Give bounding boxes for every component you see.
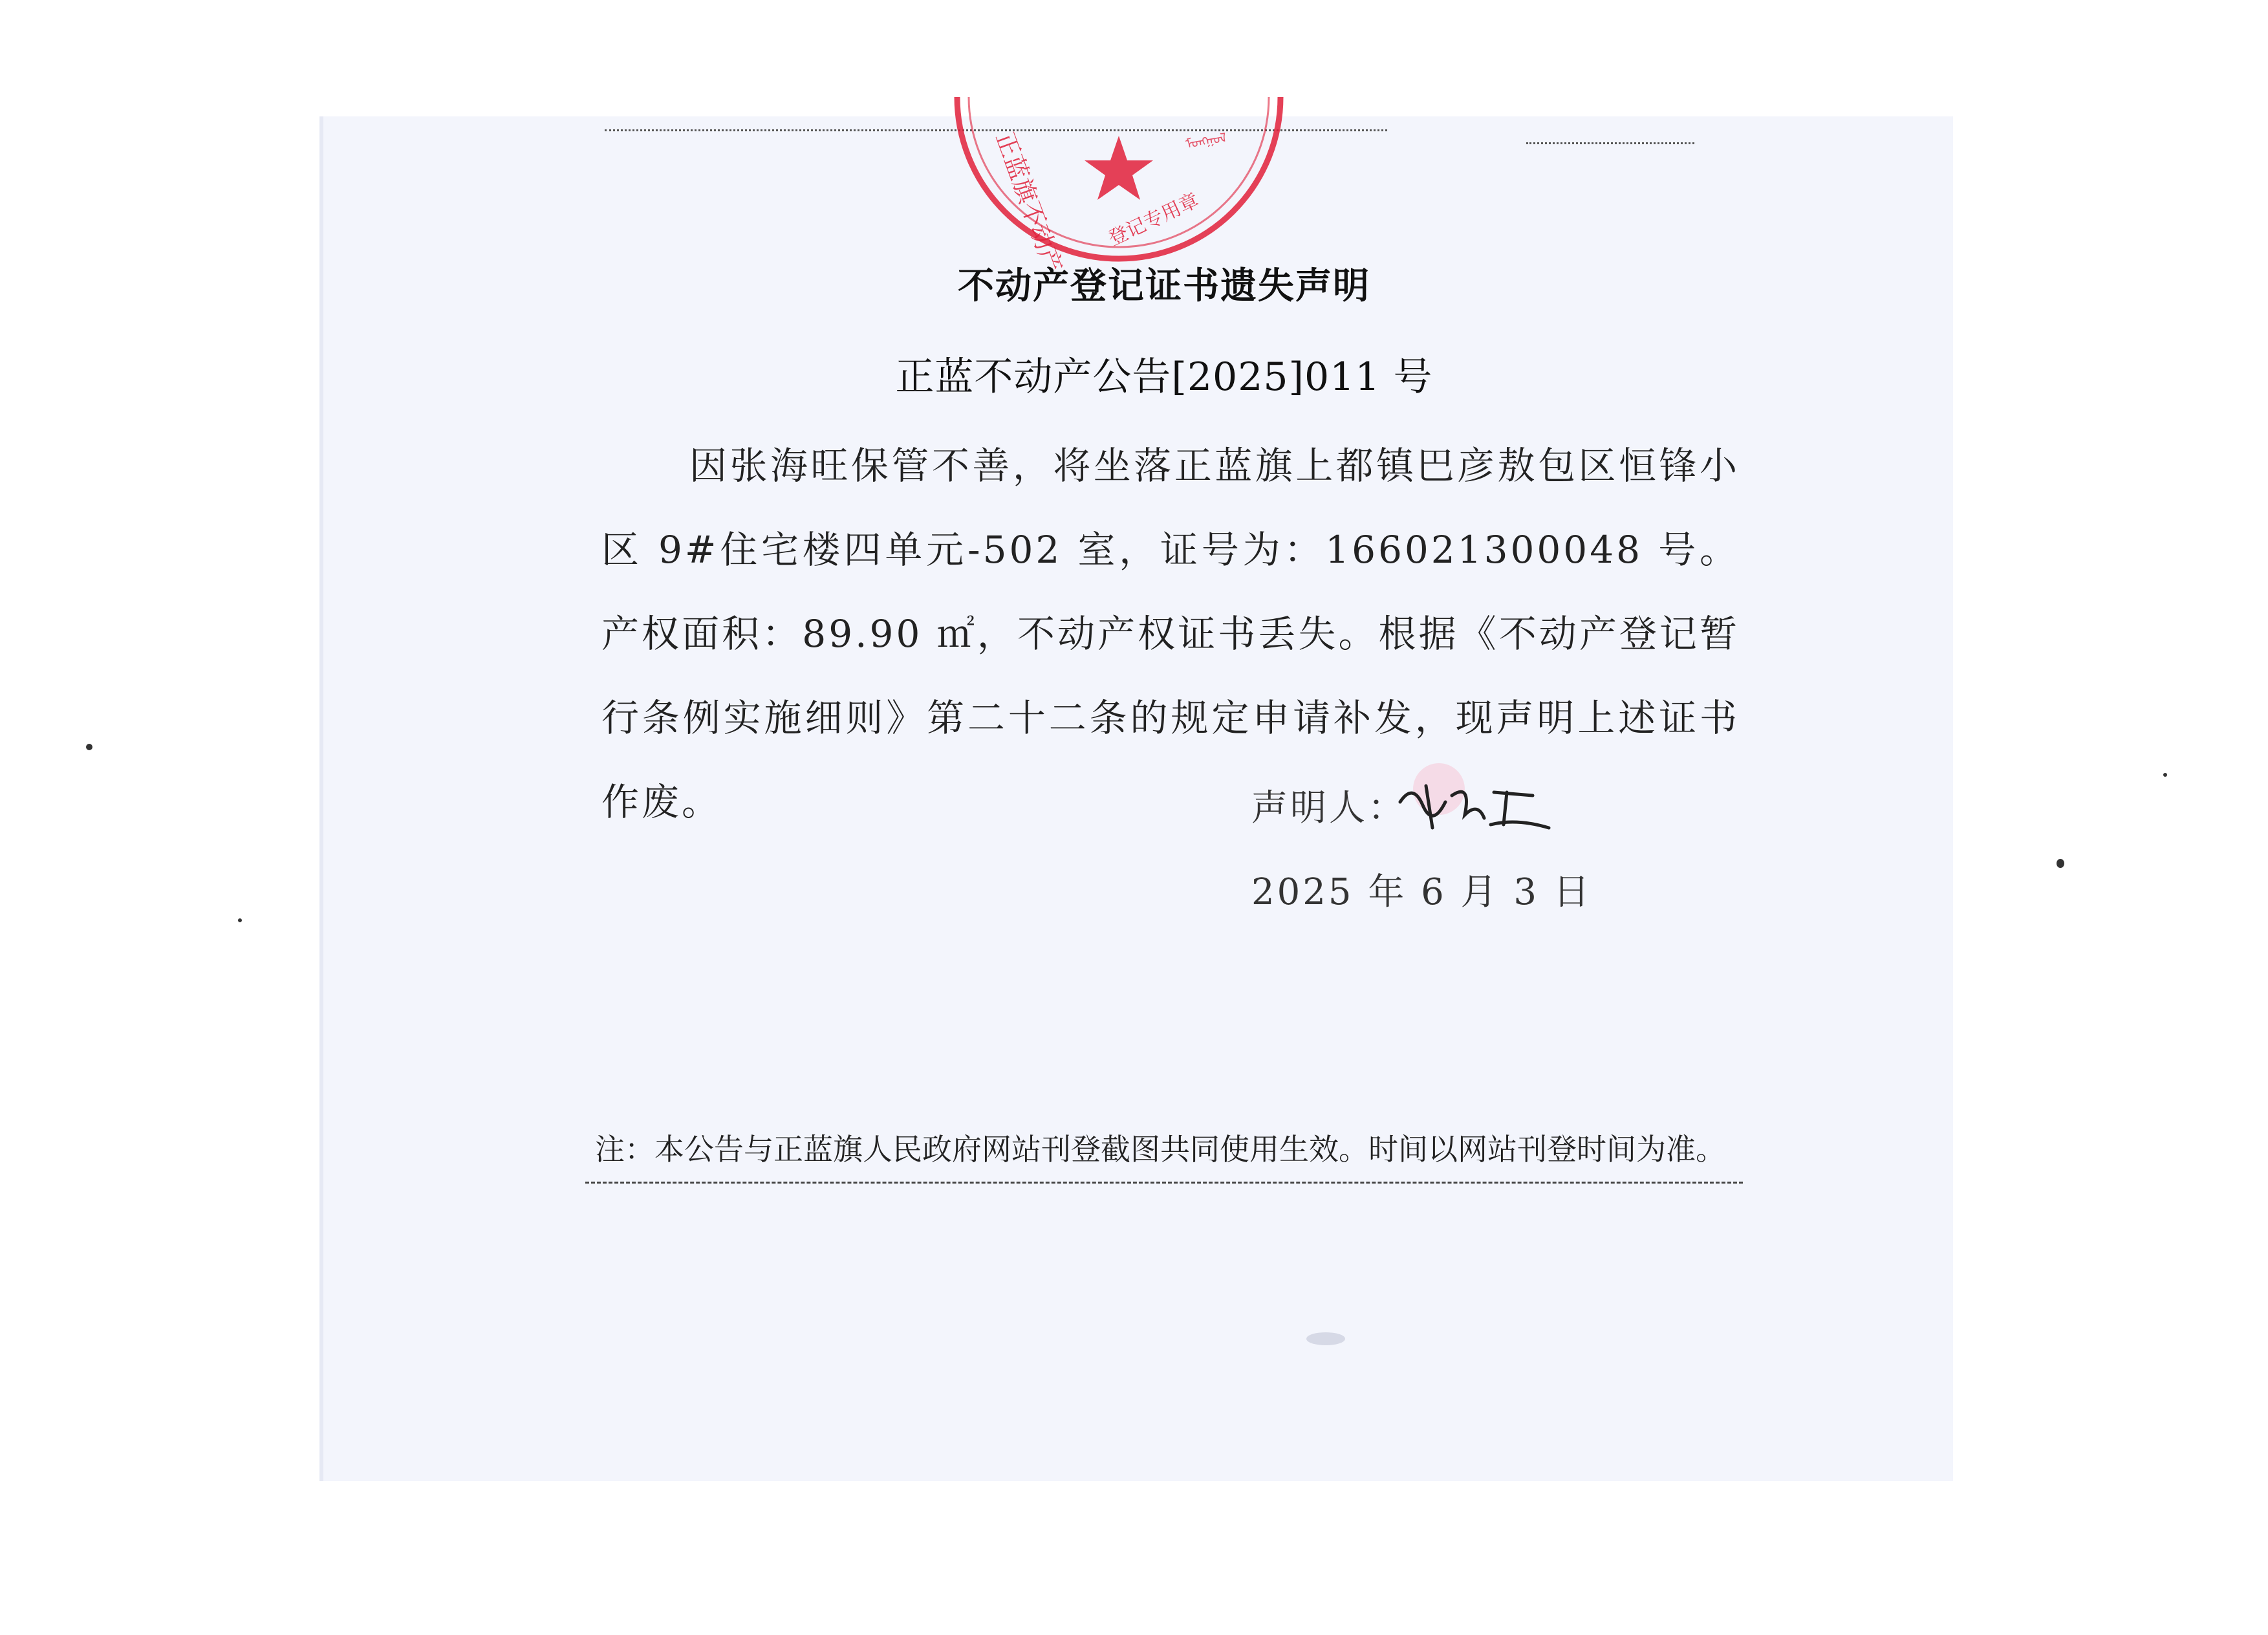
scan-speck: [2163, 773, 2167, 777]
scan-speck: [2057, 859, 2064, 868]
scan-speck: [86, 744, 92, 750]
top-dotted-line-right: [1526, 142, 1694, 144]
footnote-dashed-line: [585, 1182, 1743, 1184]
notice-title: 不动产登记证书遗失声明: [958, 265, 1370, 307]
scan-speck: [1306, 1332, 1345, 1345]
declaration-date: 2025 年 6 月 3 日: [1251, 871, 1592, 913]
seal-mongolian-script: ᠮᠣᠩᠭᠣᠯ: [1184, 129, 1228, 152]
notice-number: 正蓝不动产公告[2025]011 号: [895, 354, 1433, 400]
seal-text: 登记专用章: [1105, 189, 1203, 251]
notice-body: 因张海旺保管不善，将坐落正蓝旗上都镇巴彦敖包区恒锋小区 9#住宅楼四单元-502 室，证号为：166021300048 号。产权面积：89.90 ㎡，不动产权证书丢失。根据《不动产登记暂行条例实施细则》第二十二条的规定申请补发，现声明上述证书作废。: [601, 444, 1740, 824]
handwritten-signature: [1387, 757, 1555, 847]
seal-side-text: 正蓝旗不动产: [990, 128, 1068, 277]
declarant-label: 声明人：: [1251, 787, 1407, 829]
notice-footnote: 注：本公告与正蓝旗人民政府网站刊登截图共同使用生效。时间以网站刊登时间为准。: [595, 1132, 1725, 1167]
seal-star-icon: [1085, 136, 1153, 200]
scan-speck: [238, 918, 242, 922]
